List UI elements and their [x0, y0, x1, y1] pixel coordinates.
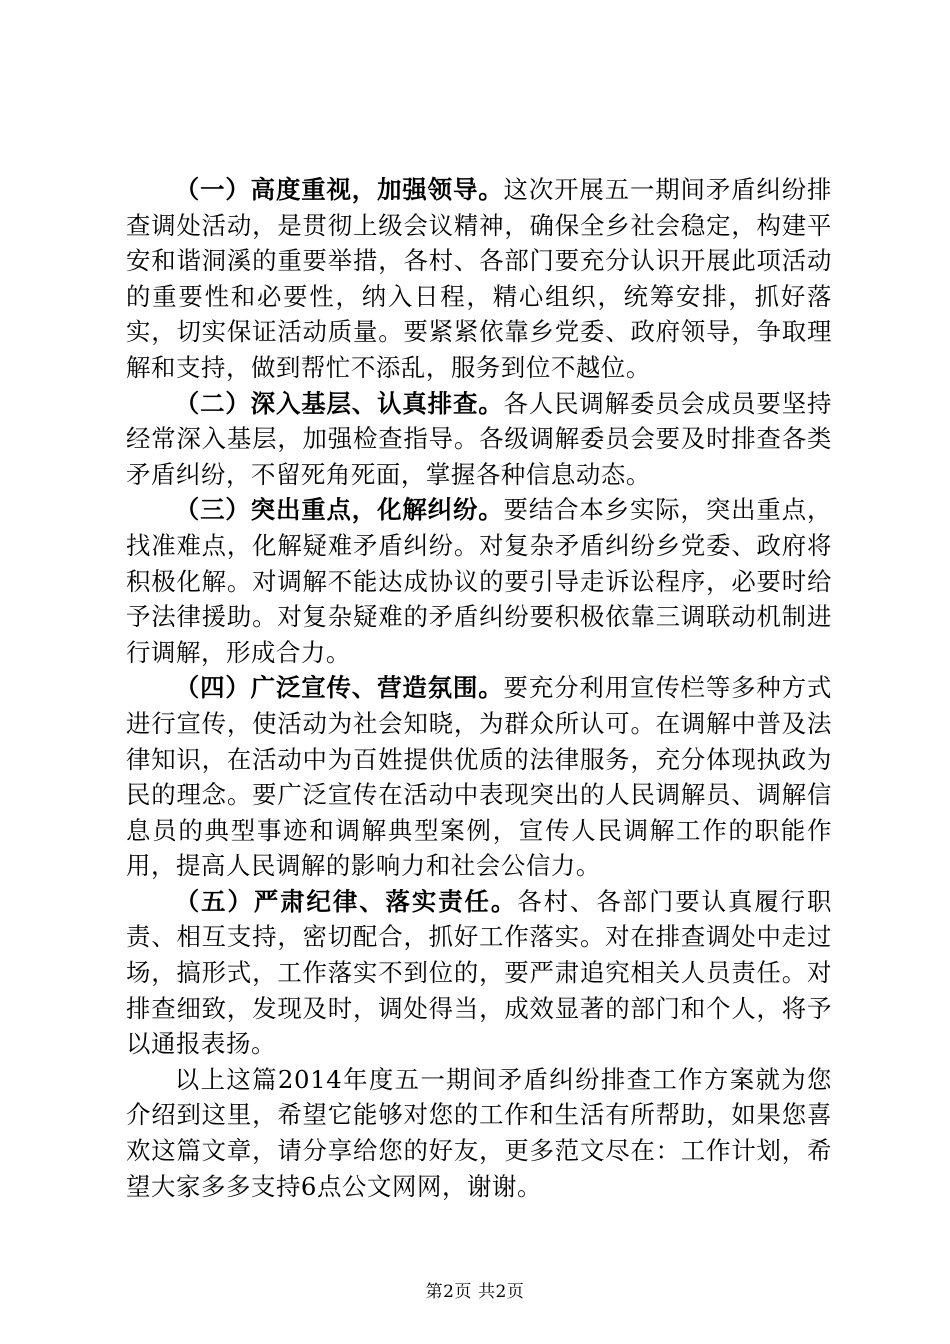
paragraph-text-1: 这次开展五一期间矛盾纠纷排查调处活动，是贯彻上级会议精神，确保全乡社会稳定，构建平安和谐洞溪的重要举措，各村、各部门要充分认识开展此项活动的重要性和必要性，纳入日程，精心组织，统筹安排，抓好落实，切实保证活动质量。要紧紧依靠乡党委、政府领导，争取理解和支持，做到帮忙不添乱，服务到位不越位。 [126, 175, 832, 382]
paragraph-2 [126, 386, 832, 493]
paragraph-4 [126, 670, 832, 884]
closing-paragraph [126, 1062, 832, 1204]
paragraph-text-5: 各村、各部门要认真履行职责、相互支持，密切配合，抓好工作落实。对在排查调处中走过场，搞形式，工作落实不到位的，要严肃追究相关人员责任。对排查细致，发现及时，调处得当，成效显著的部门和个人，将予以通报表扬。 [126, 886, 832, 1059]
section-heading-4: （四）广泛宣传、营造氛围。 [174, 673, 504, 703]
paragraph-text-3: 要结合本乡实际，突出重点，找准难点，化解疑难矛盾纠纷。对复杂矛盾纠纷乡党委、政府将积极化解。对调解不能达成协议的要引导走诉讼程序，必要时给予法律援助。对复杂疑难的矛盾纠纷要积极依靠三调联动机制进行调解，形成合力。 [126, 495, 832, 667]
page-number: 第2页 [425, 1282, 472, 1302]
page-footer [0, 1281, 950, 1303]
closing-text: 以上这篇2014年度五一期间矛盾纠纷排查工作方案就为您介绍到这里，希望它能够对您的工作和生活有所帮助，如果您喜欢这篇文章，请分享给您的好友，更多范文尽在：工作计划，希望大家多多支持6点公文网网，谢谢。 [126, 1064, 832, 1201]
paragraph-text-2: 各人民调解委员会成员要坚持经常深入基层，加强检查指导。各级调解委员会要及时排查各类矛盾纠纷，不留死角死面，掌握各种信息动态。 [126, 388, 832, 489]
section-heading-2: （二）深入基层、认真排查。 [174, 388, 504, 418]
section-heading-1: （一）高度重视，加强领导。 [174, 175, 504, 204]
paragraph-text-4: 要充分利用宣传栏等多种方式进行宣传，使活动为社会知晓，为群众所认可。在调解中普及法律知识，在活动中为百姓提供优质的法律服务，充分体现执政为民的理念。要广泛宣传在活动中表现突出的人民调解员、调解信息员的典型事迹和调解典型案例，宣传人民调解工作的职能作用，提高人民调解的影响力和社会公信力。 [126, 673, 832, 881]
page-total: 共2页 [478, 1282, 525, 1302]
section-heading-5: （五）严肃纪律、落实责任。 [174, 886, 518, 916]
paragraph-3 [126, 492, 832, 670]
section-heading-3: （三）突出重点，化解纠纷。 [174, 495, 504, 525]
document-body [126, 172, 832, 1204]
paragraph-5 [126, 884, 832, 1062]
paragraph-1 [126, 172, 832, 386]
